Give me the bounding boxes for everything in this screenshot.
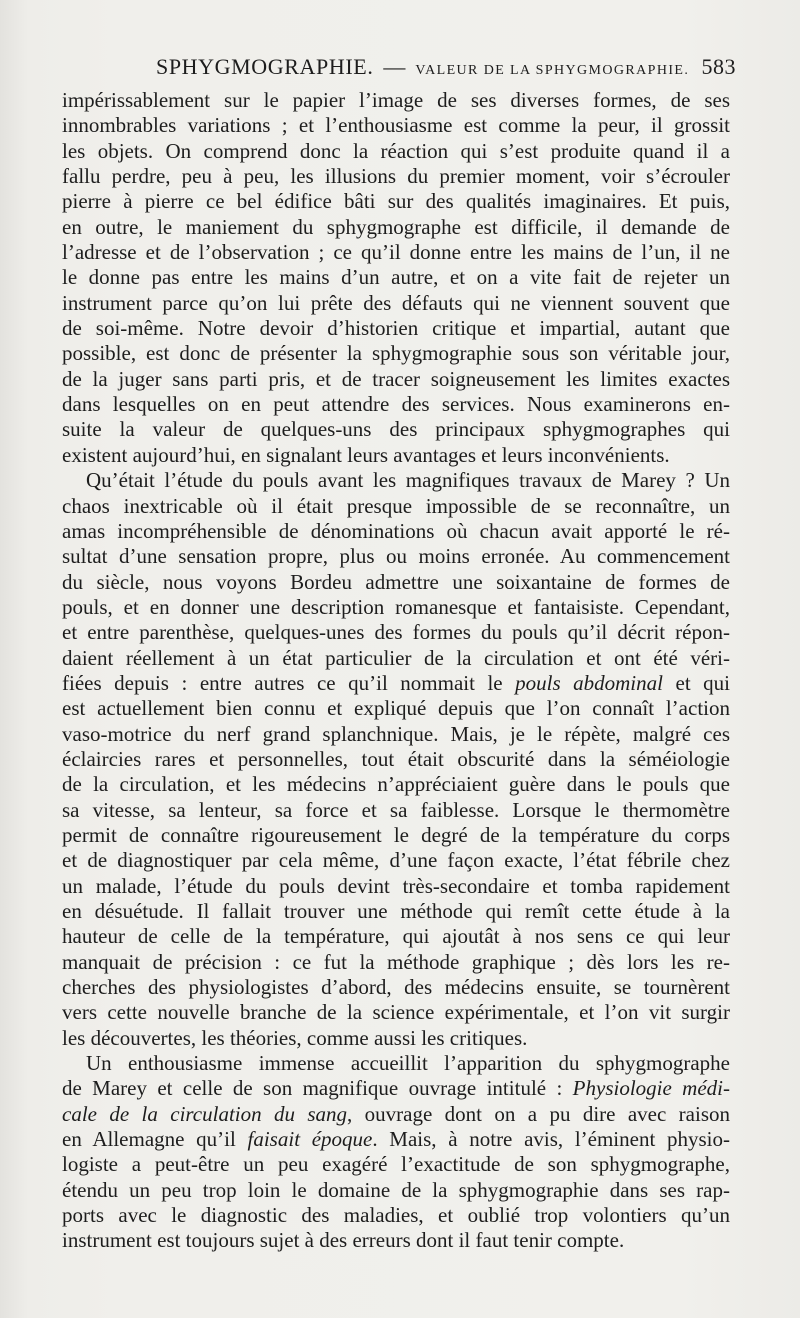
text-line: logiste a peut-être un peu exagéré l’exactitude de son sphygmographe, (62, 1152, 730, 1177)
text-line: et entre parenthèse, quelques-unes des formes du pouls qu’il décrit répon- (62, 620, 730, 645)
text-line: l’adresse et de l’observation ; ce qu’il donne entre les mains de l’un, il ne (62, 240, 730, 265)
text-line: impérissablement sur le papier l’image de ses diverses formes, de ses (62, 88, 730, 112)
text-line: de soi-même. Notre devoir d’historien critique et impartial, autant que (62, 316, 730, 341)
text-line: éclaircies rares et personnelles, tout était obscurité dans la séméiologie (62, 746, 730, 771)
running-header-left (62, 54, 689, 80)
text-line: le donne pas entre les mains d’un autre, et on a vite fait de rejeter un (62, 265, 730, 290)
paragraph-2 (62, 468, 730, 1051)
text-line: existent aujourd’hui, en signalant leurs avantages et leurs inconvénients. (62, 442, 670, 467)
page-number: 583 (701, 54, 736, 79)
text-line: du siècle, nous voyons Bordeu admettre une soixantaine de formes de (62, 569, 730, 594)
text-line: de la juger sans parti pris, et de tracer soigneusement les limites exactes (62, 366, 730, 391)
text-line: un malade, l’étude du pouls devint très-secondaire et tomba rapidement (62, 873, 730, 898)
text-line: vaso-motrice du nerf grand splanchnique. Mais, je le répète, malgré ces (62, 721, 730, 746)
text-line: étendu un peu trop loin le domaine de la sphygmographie dans ses rap- (62, 1177, 730, 1202)
text-segment: fiées depuis : entre autres ce qu’il nommait le (62, 670, 516, 695)
book-title-part2: cale de la circulation du sang (62, 1101, 348, 1126)
text-segment: , ouvrage dont on a pu dire avec raison (347, 1101, 730, 1126)
text-segment: et qui (662, 670, 730, 695)
text-line: sa vitesse, sa lenteur, sa force et sa faiblesse. Lorsque le thermomètre (62, 797, 730, 822)
text-line-with-italic (62, 671, 730, 696)
text-line: permit de connaître rigoureusement le degré de la température du corps (62, 822, 730, 847)
text-line: manquait de précision : ce fut la méthode graphique ; dès lors les re- (62, 949, 730, 974)
text-line: possible, est donc de présenter la sphygmographie sous son véritable jour, (62, 341, 730, 366)
text-segment: en Allemagne qu’il (62, 1127, 248, 1152)
book-title-part1: Physiologie médi- (572, 1076, 730, 1101)
text-line: de la circulation, et les médecins n’appréciaient guère dans le pouls que (62, 772, 730, 797)
italic-term: faisait époque (247, 1127, 373, 1152)
text-line: innombrables variations ; et l’enthousiasme est comme la peur, il grossit (62, 113, 730, 138)
text-line: Un enthousiasme immense accueillit l’apparition du sphygmographe (86, 1051, 730, 1076)
text-line: et de diagnostiquer par cela même, d’une façon exacte, l’état fébrile chez (62, 848, 730, 873)
text-line: cherches des physiologistes d’abord, des médecins ensuite, se tournèrent (62, 975, 730, 1000)
paragraph-3 (62, 1051, 730, 1254)
text-line: les objets. On comprend donc la réaction qui s’est produite quand il a (62, 138, 730, 163)
text-line: Qu’était l’étude du pouls avant les magnifiques travaux de Marey ? Un (86, 468, 730, 493)
text-line: instrument parce qu’on lui prête des défauts qui ne viennent souvent que (62, 290, 730, 315)
text-line: amas incompréhensible de dénominations où chacun avait apporté le ré- (62, 518, 730, 543)
text-line: pouls, et en donner une description romanesque et fantaisiste. Cependant, (62, 594, 730, 619)
text-line-with-italic (62, 1076, 730, 1101)
text-line: hauteur de celle de la température, qui ajoutât à nos sens ce qui leur (62, 924, 730, 949)
text-line: suite la valeur de quelques-uns des principaux sphygmographes qui (62, 417, 730, 442)
text-line: dans lesquelles on en peut attendre des services. Nous examinerons en- (62, 392, 730, 417)
chapter-title: SPHYGMOGRAPHIE. (156, 54, 374, 79)
section-title: VALEUR DE LA SPHYGMOGRAPHIE. (415, 63, 690, 78)
text-line: chaos inextricable où il était presque impossible de se reconnaître, un (62, 493, 730, 518)
text-segment: . Mais, à notre avis, l’éminent physio- (372, 1127, 730, 1152)
text-line: sultat d’une sensation propre, plus ou moins erronée. Au commencement (62, 544, 730, 569)
text-line: en outre, le maniement du sphygmographe est difficile, il demande de (62, 214, 730, 239)
text-line: pierre à pierre ce bel édifice bâti sur des qualités imaginaires. Et puis, (62, 189, 730, 214)
running-header (62, 54, 736, 88)
body-text (62, 88, 730, 1254)
header-dash: — (383, 54, 406, 79)
text-line: fallu perdre, peu à peu, les illusions du premier moment, voir s’écrouler (62, 164, 730, 189)
text-line: en désuétude. Il fallait trouver une méthode qui remît cette étude à la (62, 899, 730, 923)
text-line: ports avec le diagnostic des maladies, et oublié trop volontiers qu’un (62, 1203, 730, 1228)
paragraph-1 (62, 88, 730, 468)
text-line: vers cette nouvelle branche de la science expérimentale, et l’on vit surgir (62, 1000, 730, 1025)
text-line-with-italic (62, 1102, 730, 1127)
italic-term: pouls abdominal (515, 670, 663, 695)
text-line: les découvertes, les théories, comme aussi les critiques. (62, 1025, 528, 1050)
text-line: est actuellement bien connu et expliqué depuis que l’on connaît l’action (62, 696, 730, 721)
text-line: instrument est toujours sujet à des erreurs dont il faut tenir compte. (62, 1228, 625, 1253)
text-line-with-italic (62, 1127, 730, 1152)
text-segment: de Marey et celle de son magnifique ouvrage intitulé : (62, 1076, 573, 1101)
text-line: daient réellement à un état particulier de la circulation et ont été véri- (62, 645, 730, 670)
